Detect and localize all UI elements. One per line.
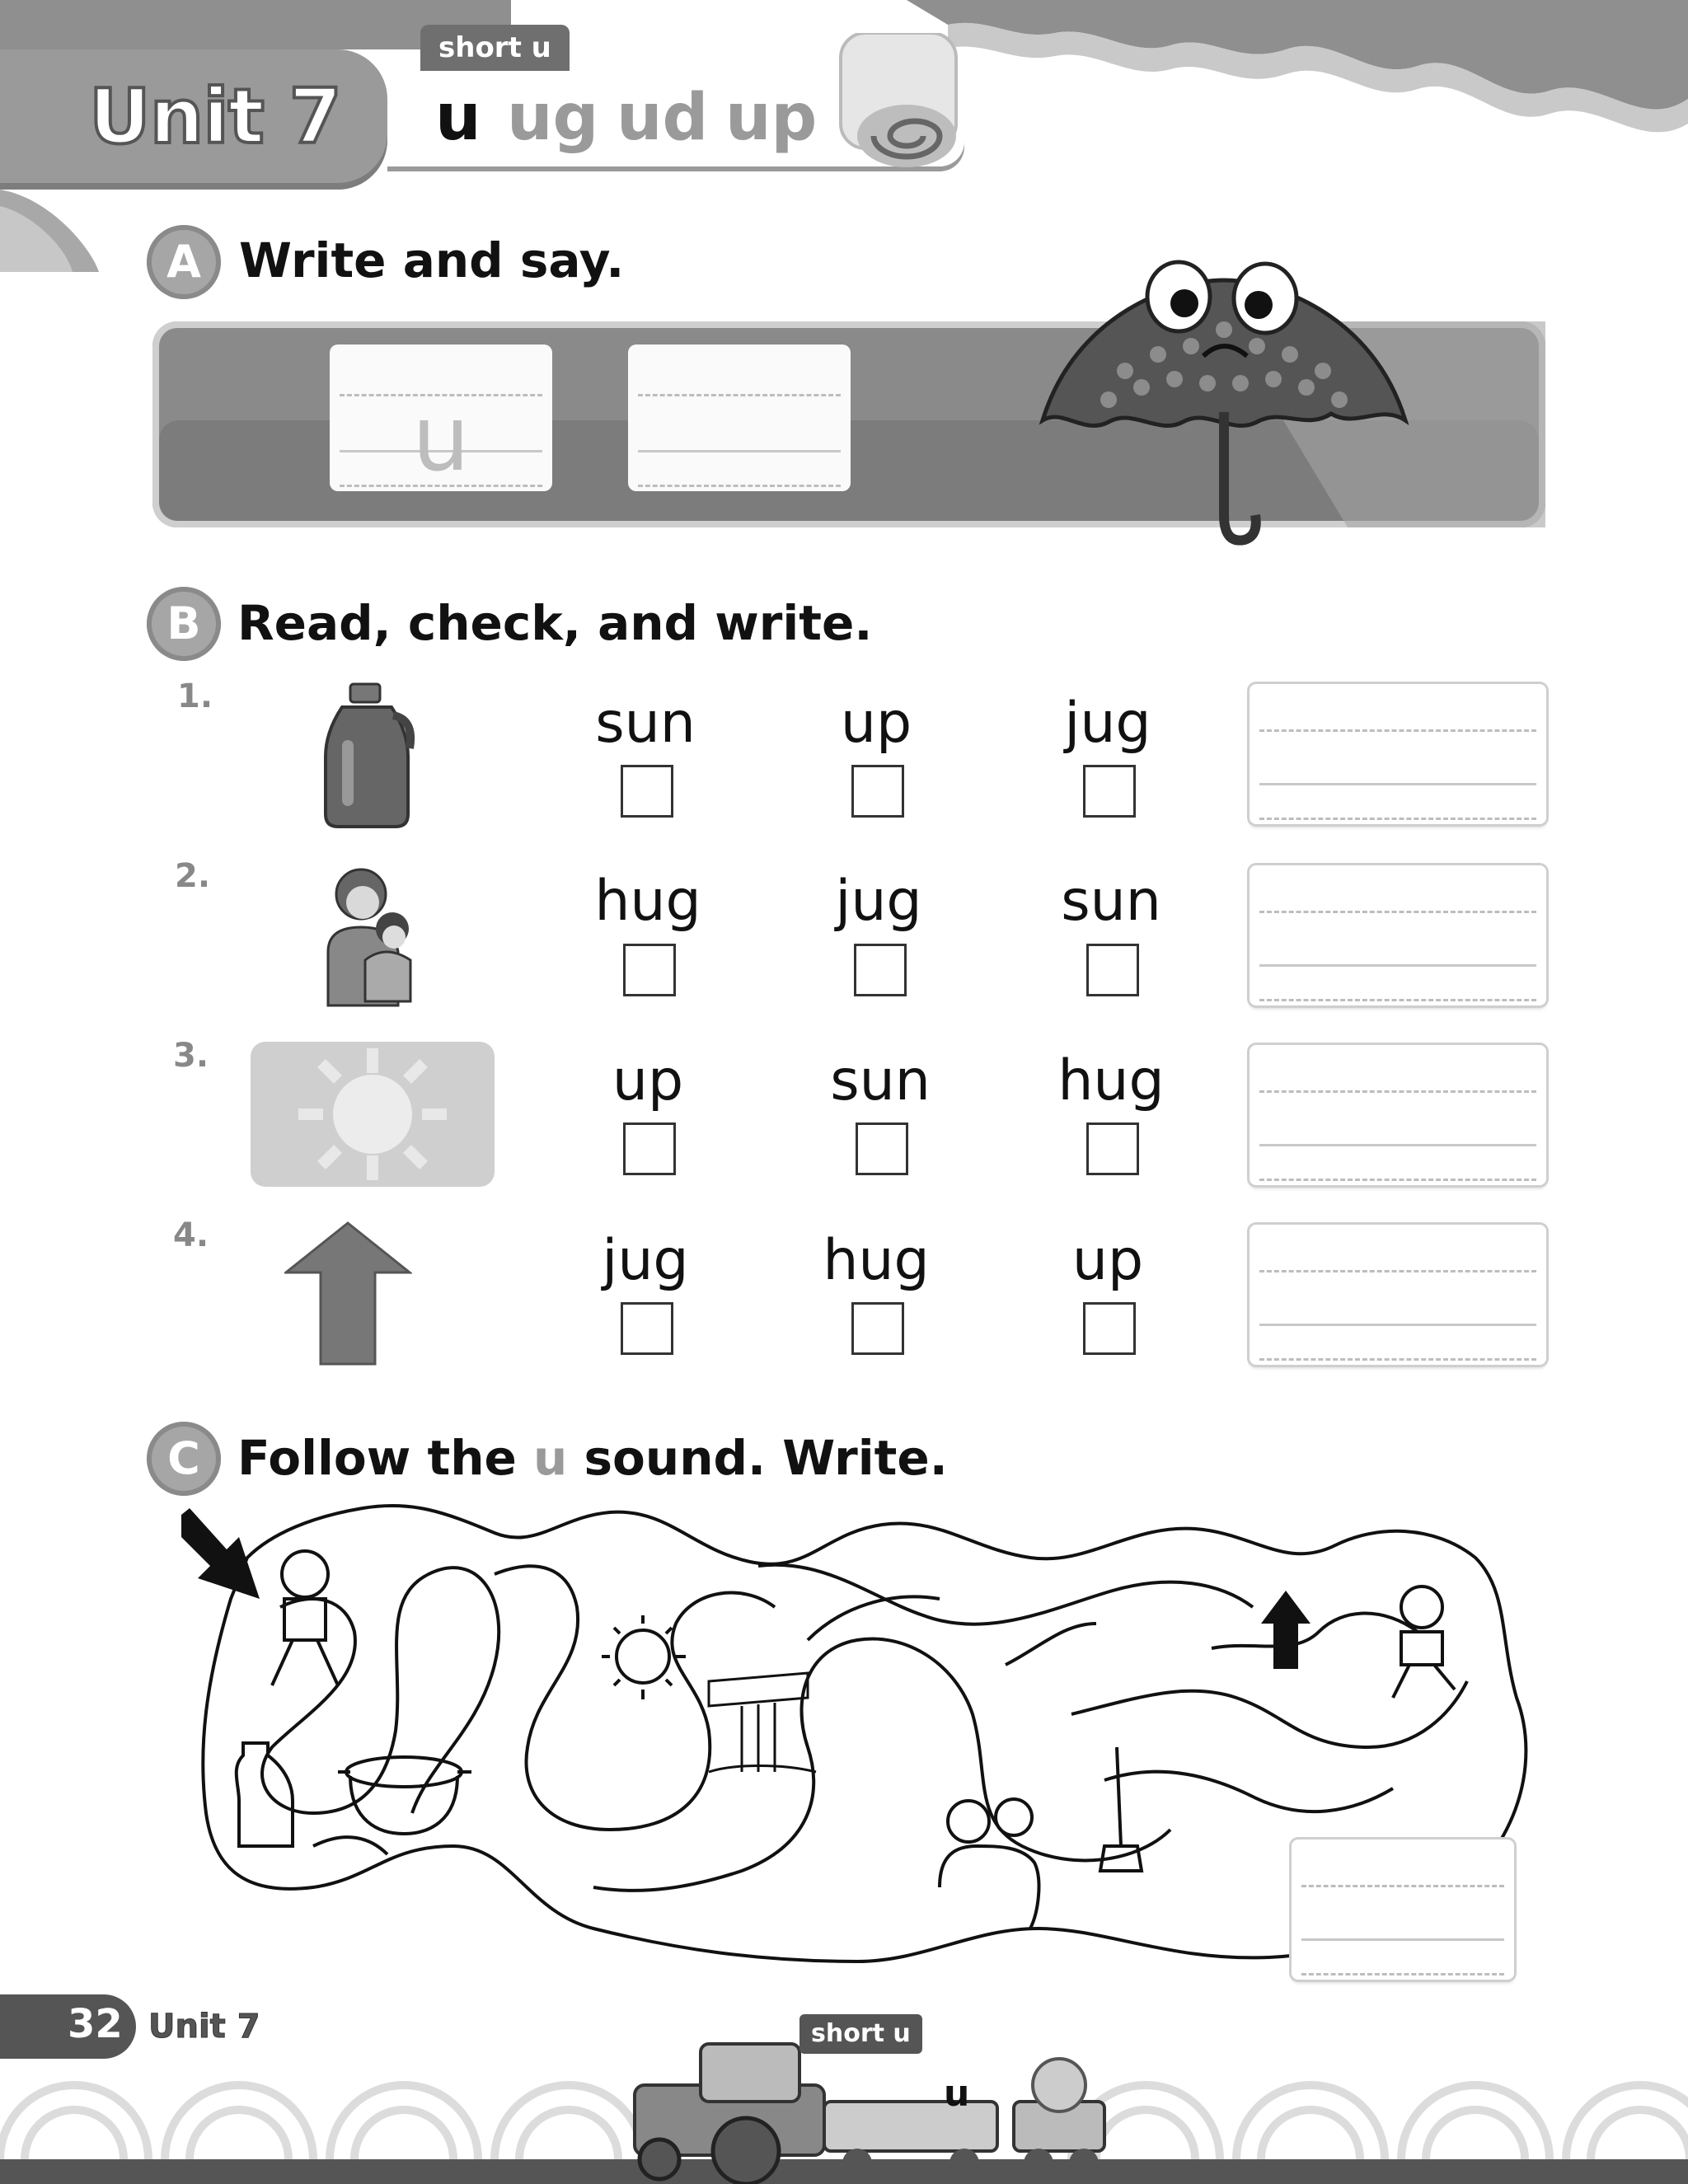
section-c-title	[237, 1430, 948, 1486]
row-2-option-sun: sun	[1061, 869, 1161, 934]
section-c-badge: C	[147, 1422, 221, 1496]
section-c-title-highlight: u	[533, 1430, 568, 1486]
row-3-checkbox-up[interactable]	[623, 1122, 676, 1175]
maze-boy-icon	[1393, 1586, 1455, 1698]
row-3-checkbox-hug[interactable]	[1086, 1122, 1139, 1175]
row-3-number: 3.	[173, 1037, 209, 1075]
row-1-option-jug: jug	[1064, 691, 1151, 756]
row-2-number: 2.	[175, 857, 211, 895]
row-1-number: 1.	[177, 677, 213, 715]
row-3-option-hug: hug	[1057, 1048, 1165, 1113]
phonics-up: up	[725, 81, 818, 155]
footer-unit-label: Unit 7	[148, 2008, 260, 2046]
hug-icon	[320, 861, 427, 1010]
trace-box[interactable]	[330, 344, 552, 491]
umbrella-character-icon	[1026, 239, 1422, 552]
maze-girl-icon	[272, 1551, 338, 1685]
section-a-title: Write and say.	[239, 232, 625, 288]
phonics-ud: ud	[617, 81, 709, 155]
write-box[interactable]	[628, 344, 851, 491]
row-2-answer-box[interactable]	[1250, 865, 1546, 1005]
maze-hug-icon	[940, 1799, 1039, 1929]
row-2-checkbox-sun[interactable]	[1086, 944, 1139, 996]
section-c-title-start: Follow the	[237, 1430, 534, 1486]
row-2-checkbox-jug[interactable]	[854, 944, 907, 996]
row-4-option-up: up	[1071, 1228, 1144, 1293]
jug-icon	[317, 682, 416, 831]
short-u-tag: short u	[420, 25, 570, 71]
maze-answer-box[interactable]	[1292, 1840, 1514, 1980]
row-4-checkbox-hug[interactable]	[851, 1302, 904, 1355]
row-3-answer-box[interactable]	[1250, 1045, 1546, 1185]
trace-letter-u: u	[412, 386, 470, 491]
row-3-option-sun: sun	[830, 1048, 931, 1113]
phonics-u: u	[435, 81, 481, 155]
section-b-badge: B	[147, 587, 221, 661]
scroll-roll-icon	[832, 33, 964, 173]
maze-arrow-icon	[1261, 1591, 1311, 1669]
row-2-option-jug: jug	[835, 869, 922, 934]
row-2-option-hug: hug	[594, 869, 701, 934]
start-arrow-icon	[181, 1508, 260, 1599]
footer-letter-u: u	[944, 2073, 970, 2115]
up-arrow-icon	[284, 1221, 412, 1366]
section-a-badge: A	[147, 225, 221, 299]
row-3-option-up: up	[612, 1048, 684, 1113]
footer-short-u-tag: short u	[799, 2014, 922, 2054]
row-2-checkbox-hug[interactable]	[623, 944, 676, 996]
row-1-checkbox-up[interactable]	[851, 765, 904, 818]
footer-rainbow-decoration	[0, 2036, 1688, 2184]
row-4-checkbox-up[interactable]	[1083, 1302, 1136, 1355]
row-4-answer-box[interactable]	[1250, 1225, 1546, 1365]
section-b-title: Read, check, and write.	[237, 595, 873, 651]
row-4-option-hug: hug	[823, 1228, 930, 1293]
maze-pot-icon	[338, 1757, 471, 1834]
row-1-checkbox-sun[interactable]	[621, 765, 673, 818]
page-number: 32	[68, 2001, 123, 2047]
sun-icon	[249, 1040, 496, 1188]
unit-title: Unit 7	[89, 73, 341, 161]
row-4-number: 4.	[173, 1216, 209, 1254]
row-1-option-up: up	[840, 691, 912, 756]
row-4-checkbox-jug[interactable]	[621, 1302, 673, 1355]
row-1-checkbox-jug[interactable]	[1083, 765, 1136, 818]
section-c-title-end: sound. Write.	[567, 1430, 948, 1486]
row-1-option-sun: sun	[595, 691, 696, 756]
row-3-checkbox-sun[interactable]	[856, 1122, 908, 1175]
phonics-ug: ug	[507, 81, 599, 155]
row-1-answer-box[interactable]	[1250, 684, 1546, 824]
row-4-option-jug: jug	[602, 1228, 689, 1293]
maze-waterfall-icon	[709, 1673, 816, 1772]
